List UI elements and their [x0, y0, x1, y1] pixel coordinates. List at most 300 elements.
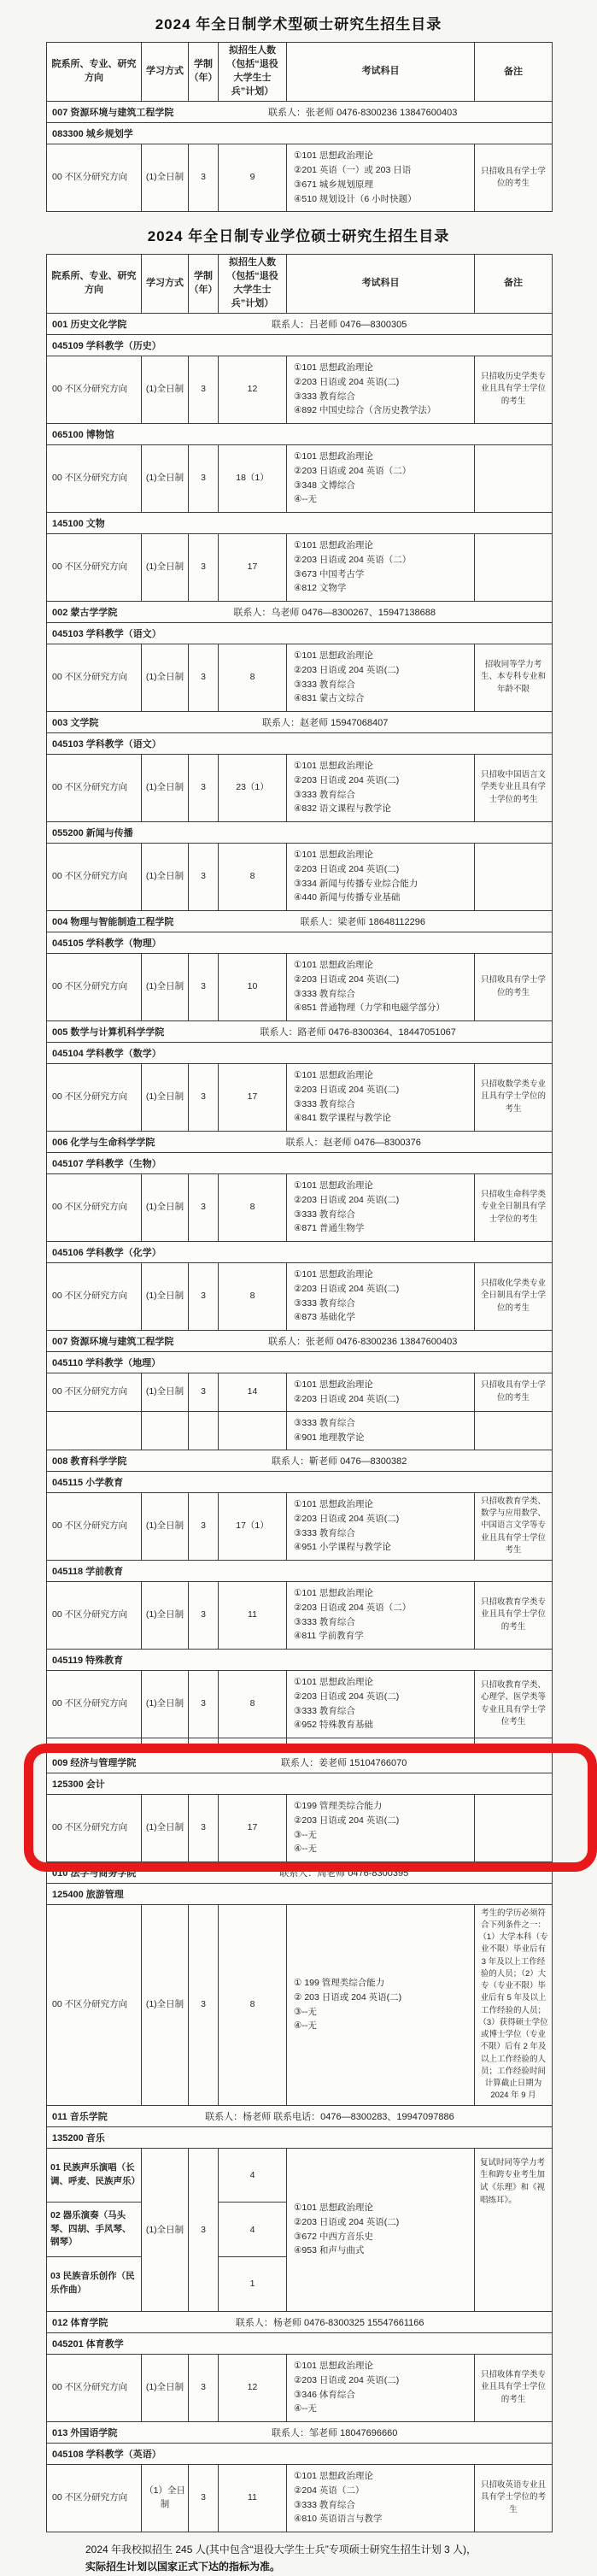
- subject-line: ④951 小学课程与教学论: [294, 1542, 391, 1553]
- exam-subjects-cell: [287, 2465, 475, 2532]
- subject-line: ③333 教育综合: [294, 2499, 355, 2510]
- direction-list: [47, 2149, 142, 2311]
- direction-cell: 00 不区分研究方向: [47, 2355, 142, 2421]
- header-cell-enrollment: 拟招生人数（包括“退役大学生士兵”计划）: [219, 43, 287, 101]
- data-row: [47, 1263, 552, 1331]
- enrollment-cell: 17: [219, 1064, 287, 1131]
- duration-cell: 3: [189, 2465, 219, 2532]
- college-contact: 联系人：乌老师 0476—8300267、15947138688: [233, 607, 436, 618]
- subject-line: ①101 思想政治理论: [294, 849, 373, 860]
- exam-subjects-cell: [287, 534, 475, 601]
- subject-line: ③333 教育综合: [294, 679, 355, 690]
- major-row: [47, 1561, 552, 1582]
- data-row: [47, 954, 552, 1021]
- subject-line: ②203 日语或 204 英语(二): [294, 774, 400, 785]
- subject-line: ②203 日语或 204 英语(二): [294, 973, 400, 985]
- empty-row: [47, 1738, 552, 1752]
- college-name: 007 资源环境与建筑工程学院: [52, 107, 174, 118]
- subject-line: ①199 管理类综合能力: [294, 1800, 383, 1811]
- major-name: 045104 学科教学（数学）: [52, 1048, 161, 1059]
- subject-line: ②203 日语或 204 英语(二): [294, 2374, 400, 2385]
- duration-cell: 3: [189, 445, 219, 512]
- major-row: [47, 513, 552, 534]
- major-name: 045103 学科教学（语文）: [52, 738, 161, 750]
- exam-subjects-cell: [287, 1174, 475, 1241]
- data-row: [47, 356, 552, 424]
- college-contact: 联系人：张老师 0476-8300236 13847600403: [268, 107, 458, 118]
- duration-cell: 3: [189, 1174, 219, 1241]
- major-row: [47, 1242, 552, 1263]
- major-row: [47, 424, 552, 445]
- college-contact: 联系人：赵老师 15947068407: [262, 717, 389, 728]
- remark-cell: 招收同等学力考生、本专科专业和年龄不限: [480, 660, 546, 694]
- subject-line: ①101 思想政治理论: [294, 1676, 373, 1687]
- data-row: [47, 1582, 552, 1650]
- duration-cell: 3: [189, 844, 219, 910]
- subject-line: ④510 规划设计（6 小时快题）: [294, 193, 417, 204]
- data-row: [47, 1795, 552, 1862]
- subject-line: ③348 文博综合: [294, 479, 355, 491]
- major-name: 065100 博物馆: [52, 429, 114, 440]
- college-row: [47, 1450, 552, 1472]
- major-row: [47, 335, 552, 356]
- major-row: [47, 1352, 552, 1373]
- enrollment-cell: 10: [219, 954, 287, 1020]
- major-row: [47, 822, 552, 844]
- direction-cell: 00 不区分研究方向: [47, 644, 142, 711]
- remark-cell: 只招收中国语言文学类专业且具有学士学位的考生: [480, 770, 546, 804]
- major-name: 125400 旅游管理: [52, 1889, 124, 1900]
- duration-cell: 3: [189, 1905, 219, 2105]
- subject-line: ③333 教育综合: [294, 1098, 355, 1109]
- college-row: [47, 102, 552, 123]
- footer-line-1: 2024 年我校拟招生 245 人(其中包含“退役大学生士兵”专项硕士研究生招生计划 3 人)，: [85, 2543, 477, 2555]
- duration-cell: 3: [189, 954, 219, 1020]
- college-row: [47, 1862, 552, 1884]
- subject-line: ③333 教育综合: [294, 988, 355, 999]
- subject-line: ②203 日语或 204 英语(二): [294, 664, 400, 675]
- subject-line: ②203 日语或 204 英语(二): [294, 1393, 400, 1404]
- data-row: [47, 1064, 552, 1132]
- remark-cell: 只招收生命科学类专业全日制具有学士学位的考生: [480, 1190, 546, 1224]
- subject-line: ④--无: [294, 1844, 317, 1855]
- study-mode-cell: (1)全日制: [142, 2355, 189, 2421]
- remark-cell: 考生的学历必须符合下列条件之一：（1）大学本科（专业不限）毕业后有 3 年及以上工作经验的人员；（2）大专（专业不限）毕业后有 5 年及以上工作经验的人员；（3）获得硕士学位或博士学位（专业不限）后有 2 年及以上工作经验的人员；工作经验时间计算截止日期为 2024 年 9 月: [478, 1908, 548, 2101]
- subject-line: ②203 日语或 204 英语(二): [294, 863, 400, 874]
- subject-line: ①101 思想政治理论: [294, 2360, 373, 2371]
- major-row: [47, 2333, 552, 2355]
- subject-line: ①101 思想政治理论: [294, 959, 373, 970]
- enrollment-cell: 11: [219, 2465, 287, 2532]
- enrollment-cell: 4: [219, 2149, 286, 2203]
- duration-cell: 3: [189, 1064, 219, 1131]
- major-row: [47, 1153, 552, 1174]
- college-contact: 联系人：靳老师 0476—8300382: [272, 1456, 407, 1467]
- data-row: [47, 2465, 552, 2532]
- professional-catalog-table: [46, 254, 553, 2532]
- subject-line: ①101 思想政治理论: [294, 1379, 373, 1390]
- exam-subjects-cell: [287, 1905, 475, 2105]
- empty-cell: [142, 1738, 189, 1751]
- study-mode-cell: (1)全日制: [142, 144, 189, 211]
- enrollment-cell: 14: [219, 1373, 287, 1411]
- study-mode-cell: [142, 1412, 189, 1450]
- empty-cell: [287, 1738, 475, 1751]
- subject-line: ④953 和声与曲式: [294, 2245, 365, 2256]
- data-row: [47, 844, 552, 911]
- duration-cell: 3: [189, 755, 219, 821]
- exam-subjects-cell: [287, 1263, 475, 1330]
- study-mode-cell: (1)全日制: [142, 356, 189, 423]
- header-cell-department: 院系所、专业、研究方向: [47, 43, 142, 101]
- exam-subjects-cell: [287, 1671, 475, 1738]
- data-row: [47, 534, 552, 602]
- subject-line: ③--无: [294, 2006, 317, 2017]
- college-row: [47, 1331, 552, 1352]
- exam-subjects-cell: [287, 1582, 475, 1649]
- enrollment-cell: 8: [219, 1671, 287, 1738]
- subject-line: ①101 思想政治理论: [294, 450, 373, 462]
- subject-line: ②203 日语或 204 英语(二): [294, 2216, 400, 2227]
- enrollment-cell: [219, 1412, 287, 1450]
- enrollment-cell: 12: [219, 2355, 287, 2421]
- direction-cell: 00 不区分研究方向: [47, 2465, 142, 2532]
- duration-cell: 3: [189, 1373, 219, 1411]
- subject-line: ③333 教育综合: [294, 1209, 355, 1220]
- duration-cell: 3: [189, 356, 219, 423]
- major-row: [47, 932, 552, 954]
- exam-subjects-cell: [287, 1373, 475, 1411]
- study-mode-cell: (1)全日制: [142, 644, 189, 711]
- subject-line: ②203 日语或 204 英语(二): [294, 1283, 400, 1294]
- data-row: [47, 1373, 552, 1412]
- subject-line: ②203 日语或 204 英语(二): [294, 1513, 400, 1524]
- academic-catalog-table: [46, 42, 553, 212]
- empty-cell: [219, 1738, 287, 1751]
- enrollment-cell: 8: [219, 644, 287, 711]
- subject-line: ①101 思想政治理论: [294, 760, 373, 771]
- empty-cell: [475, 1738, 552, 1751]
- college-name: 006 化学与生命科学学院: [52, 1137, 155, 1148]
- remark-cell: 只招收具有学士学位的考生: [480, 975, 546, 997]
- enrollment-cell: 8: [219, 1174, 287, 1241]
- college-contact: 联系人：路老师 0476-8300364、18447051067: [260, 1026, 456, 1038]
- empty-cell: [47, 1738, 142, 1751]
- major-row: [47, 1043, 552, 1064]
- footer-note: [85, 2541, 597, 2576]
- duration-cell: 3: [189, 2355, 219, 2421]
- direction-cell: 00 不区分研究方向: [47, 844, 142, 910]
- exam-subjects-cell: [287, 1795, 475, 1861]
- data-row: [47, 644, 552, 712]
- subject-line: ④873 基础化学: [294, 1312, 355, 1323]
- subject-line: ①101 思想政治理论: [294, 362, 373, 373]
- remark-cell: 只招收具有学士学位的考生: [480, 166, 546, 188]
- remark-cell: [475, 1795, 552, 1861]
- subject-line: ② 203 日语或 204 英语(二): [294, 1991, 402, 2003]
- subject-line: ③333 教育综合: [294, 1297, 355, 1309]
- college-row: [47, 1752, 552, 1773]
- study-mode-cell: (1)全日制: [142, 1582, 189, 1649]
- subject-line: ①101 思想政治理论: [294, 650, 373, 661]
- major-name: 045118 学前教育: [52, 1566, 124, 1577]
- direction-cell: 00 不区分研究方向: [47, 356, 142, 423]
- major-row: [47, 1472, 552, 1493]
- direction-cell: 02 器乐演奏（马头琴、四胡、手风琴、钢琴）: [47, 2203, 141, 2257]
- enrollment-cell: 17: [219, 1795, 287, 1861]
- duration-cell: 3: [189, 1671, 219, 1738]
- exam-subjects-cell: [287, 356, 475, 423]
- subject-line: ④871 普通生物学: [294, 1223, 365, 1234]
- subject-line: ③333 教育综合: [294, 1705, 355, 1716]
- study-mode-cell: (1)全日制: [142, 1373, 189, 1411]
- college-row: [47, 1021, 552, 1043]
- subject-line: ②203 日语或 204 英语（二）: [294, 554, 412, 565]
- college-contact: 联系人：张老师 0476-8300236 13847600403: [268, 1336, 458, 1347]
- subject-line: ③346 体育综合: [294, 2389, 355, 2400]
- major-name: 045105 学科教学（物理）: [52, 938, 161, 949]
- subject-line: ③--无: [294, 1829, 317, 1840]
- study-mode-cell: (1)全日制: [142, 755, 189, 821]
- study-mode-cell: (1)全日制: [142, 1905, 189, 2105]
- study-mode-cell: (1)全日制: [142, 1263, 189, 1330]
- subject-line: ③672 中西方音乐史: [294, 2231, 373, 2242]
- enrollment-cell: 18（1）: [219, 445, 287, 512]
- college-name: 013 外国语学院: [52, 2427, 118, 2438]
- remark-cell: 只招收体育学类专业且具有学士学位的考生: [480, 2370, 546, 2404]
- subject-line: ③671 城乡规划原理: [294, 179, 373, 190]
- exam-subjects-cell: [287, 144, 475, 211]
- subject-line: ④831 蒙古文综合: [294, 693, 365, 704]
- major-name: 045109 学科教学（历史）: [52, 340, 161, 351]
- subject-line: ②203 日语或 204 英语(二): [294, 1084, 400, 1095]
- college-contact: 联系人：赵老师 0476—8300376: [285, 1137, 421, 1148]
- direction-cell: 00 不区分研究方向: [47, 1174, 142, 1241]
- exam-subjects-cell: [287, 844, 475, 910]
- major-name: 045108 学科教学（英语）: [52, 2449, 161, 2460]
- study-mode-cell: (1)全日制: [142, 2149, 189, 2311]
- subject-line: ①101 思想政治理论: [294, 1587, 373, 1598]
- direction-cell: 00 不区分研究方向: [47, 1493, 142, 1560]
- major-row: [47, 733, 552, 755]
- subject-line: ③673 中国考古学: [294, 568, 365, 579]
- study-mode-cell: (1)全日制: [142, 1064, 189, 1131]
- enrollment-cell: 9: [219, 144, 287, 211]
- college-row: [47, 602, 552, 623]
- subject-line: ①101 思想政治理论: [294, 539, 373, 550]
- remark-cell: 只招收教育学类、心理学、医学类等专业且具有学士学位考生: [480, 1680, 546, 1726]
- table-header-row: [47, 43, 552, 102]
- data-row: [47, 1671, 552, 1738]
- college-row: [47, 911, 552, 932]
- subject-line: ③333 教育综合: [294, 1616, 355, 1627]
- remark-cell: 只招收具有学士学位的考生: [480, 1380, 546, 1403]
- college-contact: 联系人：梁老师 18648112296: [300, 916, 425, 927]
- study-mode-cell: (1)全日制: [142, 1493, 189, 1560]
- remark-cell: 只招收英语专业且具有学士学位的考生: [480, 2480, 546, 2514]
- college-name: 008 教育科学学院: [52, 1456, 127, 1467]
- major-name: 045201 体育教学: [52, 2338, 124, 2350]
- subject-line: ③333 教育综合: [294, 1417, 355, 1428]
- exam-subjects-cell: [287, 954, 475, 1020]
- remark-cell: [475, 534, 552, 601]
- subject-line: ④440 新闻与传播专业基础: [294, 892, 401, 903]
- direction-cell: 00 不区分研究方向: [47, 954, 142, 1020]
- study-mode-cell: (1)全日制: [142, 534, 189, 601]
- direction-cell: 00 不区分研究方向: [47, 1905, 142, 2105]
- subject-line: ④812 文物学: [294, 583, 347, 594]
- major-row: [47, 1773, 552, 1795]
- remark-cell: 只招收历史学类专业且具有学士学位的考生: [480, 372, 546, 406]
- remark-cell: [475, 844, 552, 910]
- direction-cell: 00 不区分研究方向: [47, 534, 142, 601]
- major-row: [47, 1650, 552, 1671]
- major-name: 045107 学科教学（生物）: [52, 1158, 161, 1169]
- direction-cell: 03 民族音乐创作（民乐作曲）: [50, 2271, 135, 2296]
- duration-cell: [189, 1412, 219, 1450]
- data-row: [47, 144, 552, 212]
- exam-subjects-cell: [287, 2149, 475, 2311]
- subject-line: ④--无: [294, 2020, 317, 2032]
- subject-line: ③334 新闻与传播专业综合能力: [294, 878, 418, 889]
- college-contact: 联系人：吕老师 0476—8300305: [272, 319, 407, 330]
- exam-subjects-cell: [287, 1493, 475, 1560]
- enrollment-cell: 12: [219, 356, 287, 423]
- enrollment-cell: 1: [249, 2279, 255, 2290]
- subject-line: ① 199 管理类综合能力: [294, 1977, 385, 1988]
- college-name: 012 体育学院: [52, 2317, 108, 2328]
- subject-line: ①101 思想政治理论: [294, 150, 373, 162]
- direction-cell: 00 不区分研究方向: [47, 1671, 142, 1738]
- empty-cell: [189, 1738, 219, 1751]
- major-name: 045115 小学教育: [52, 1477, 124, 1488]
- header-cell-exam: 考试科目: [287, 43, 475, 101]
- data-row: [47, 2355, 552, 2422]
- college-row: [47, 2422, 552, 2444]
- subject-line: ④--无: [294, 2403, 317, 2414]
- subject-line: ①101 思想政治理论: [294, 1498, 373, 1509]
- subject-line: ②204 英语（二）: [294, 2485, 365, 2496]
- direction-group-row: [47, 2149, 552, 2312]
- exam-subjects-cell: [287, 644, 475, 711]
- study-mode-cell: (1)全日制: [142, 445, 189, 512]
- remark-cell: 只招收数学类专业且具有学士学位的考生: [480, 1079, 546, 1114]
- college-name: 003 文学院: [52, 717, 99, 728]
- header-cell-department: 院系所、专业、研究方向: [47, 255, 142, 313]
- college-name: 001 历史文化学院: [52, 319, 127, 330]
- major-name: 045103 学科教学（语文）: [52, 628, 161, 639]
- subject-line: ③333 教育综合: [294, 1527, 355, 1538]
- subject-line: ④952 特殊教育基础: [294, 1720, 373, 1731]
- subject-line: ②201 英语（一）或 203 日语: [294, 164, 412, 175]
- exam-subjects-cell: [287, 1412, 475, 1450]
- remark-cell: [475, 2149, 552, 2311]
- subject-line: ④811 学前教育学: [294, 1631, 364, 1642]
- duration-cell: 3: [189, 1493, 219, 1560]
- direction-cell: 00 不区分研究方向: [47, 1373, 142, 1411]
- college-name: 009 经济与管理学院: [52, 1757, 137, 1768]
- enrollment-cell: 8: [219, 844, 287, 910]
- subject-line: ①101 思想政治理论: [294, 1268, 373, 1279]
- subject-line: ④851 普通物理（力学和电磁学部分）: [294, 1003, 445, 1014]
- college-contact: 联系人：杨老师 0476-8300325 15547661166: [235, 2317, 424, 2328]
- subject-line: ②203 日语或 204 英语(二): [294, 376, 400, 387]
- direction-cell: 01 民族声乐演唱（长调、呼麦、民族声乐）: [47, 2149, 141, 2203]
- direction-cell: [47, 1412, 142, 1450]
- subject-line: ①101 思想政治理论: [294, 1069, 373, 1080]
- major-name: 145100 文物: [52, 518, 105, 529]
- header-cell-remark: 备注: [504, 278, 523, 289]
- data-row: [47, 1174, 552, 1242]
- college-name: 007 资源环境与建筑工程学院: [52, 1336, 174, 1347]
- enrollment-cell: 4: [219, 2203, 286, 2257]
- subject-line: ④810 英语语言与教学: [294, 2514, 383, 2525]
- header-cell-exam: 考试科目: [287, 255, 475, 313]
- major-name: 045106 学科教学（化学）: [52, 1247, 161, 1258]
- college-name: 005 数学与计算机科学学院: [52, 1026, 165, 1038]
- remark-text: 复试时同等学力考生和跨专业考生加试《乐理》和《视唱练耳》。: [480, 2157, 546, 2205]
- study-mode-cell: (1)全日制: [142, 1795, 189, 1861]
- duration-cell: 3: [189, 144, 219, 211]
- enrollment-cell: 8: [219, 1263, 287, 1330]
- remark-cell: 只招收教育学类专业且具有学士学位的考生: [480, 1597, 546, 1632]
- data-row: [47, 1905, 552, 2106]
- college-row: [47, 1132, 552, 1153]
- data-row: [47, 1412, 552, 1450]
- direction-cell: 00 不区分研究方向: [47, 1064, 142, 1131]
- table-header-row: [47, 255, 552, 314]
- college-contact: 联系人：杨老师 联系电话：0476—8300283、19947097886: [205, 2111, 454, 2122]
- duration-cell: 3: [189, 1582, 219, 1649]
- subject-line: ②203 日语或 204 英语(二): [294, 1194, 400, 1205]
- study-mode-cell: （1）全日制: [142, 2465, 189, 2532]
- direction-cell: 00 不区分研究方向: [47, 1795, 142, 1861]
- exam-subjects-cell: [287, 2355, 475, 2421]
- duration-cell: 3: [189, 534, 219, 601]
- college-name: 010 法学与商务学院: [52, 1867, 137, 1879]
- major-name: 055200 新闻与传播: [52, 827, 133, 838]
- highlighted-section: [47, 1752, 552, 1862]
- study-mode-cell: (1)全日制: [142, 954, 189, 1020]
- major-row: [47, 2127, 552, 2149]
- college-name: 002 蒙古学学院: [52, 607, 118, 618]
- subject-line: ①101 思想政治理论: [294, 2202, 373, 2213]
- study-mode-cell: (1)全日制: [142, 1671, 189, 1738]
- header-cell-study-mode: 学习方式: [142, 255, 189, 313]
- direction-cell: 00 不区分研究方向: [47, 445, 142, 512]
- major-name: 083300 城乡规划学: [52, 128, 133, 139]
- remark-cell: [475, 445, 552, 512]
- enrollment-list: [219, 2149, 287, 2311]
- college-name: 004 物理与智能制造工程学院: [52, 916, 174, 927]
- exam-subjects-cell: [287, 445, 475, 512]
- remark-cell: [475, 1412, 552, 1450]
- duration-cell: 3: [189, 1795, 219, 1861]
- page-title-professional: 2024 年全日制专业学位硕士研究生招生目录: [147, 227, 450, 244]
- direction-cell: 00 不区分研究方向: [47, 144, 142, 211]
- major-row: [47, 2444, 552, 2465]
- document-page: [0, 12, 597, 2575]
- subject-line: ④901 地理教学论: [294, 1432, 365, 1443]
- major-name: 045110 学科教学（地理）: [52, 1357, 161, 1368]
- major-name: 135200 音乐: [52, 2132, 105, 2144]
- subject-line: ②203 日语或 204 英语(二): [294, 1814, 400, 1826]
- duration-cell: 3: [189, 644, 219, 711]
- study-mode-cell: (1)全日制: [142, 1174, 189, 1241]
- header-cell-duration: 学制（年）: [189, 255, 219, 313]
- footer-line-2: 实际招生计划以国家正式下达的指标为准。: [85, 2560, 281, 2573]
- subject-line: ③333 教育综合: [294, 391, 355, 402]
